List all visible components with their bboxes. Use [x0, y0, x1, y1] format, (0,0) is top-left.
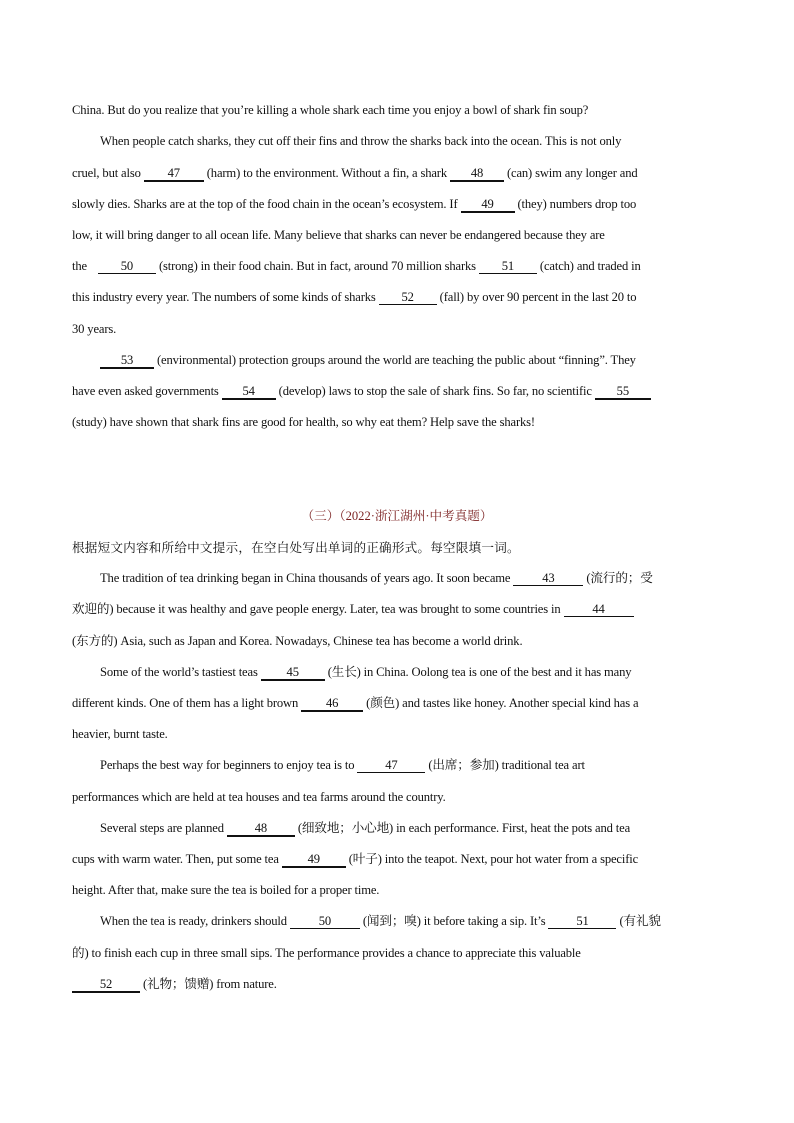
blank-52b[interactable]: 52: [72, 977, 140, 993]
blank-53[interactable]: 53: [100, 353, 154, 369]
blank-48[interactable]: 48: [450, 166, 504, 182]
p3-line-10: cups with warm water. Then, put some tea 49 (叶子) into the teapot. Next, pour hot water from a specific: [72, 852, 639, 866]
p2-line-11: (study) have shown that shark fins are good for health, so why eat them? Help save the sharks!: [72, 415, 535, 429]
p3-line-13: 的) to finish each cup in three small sips. The performance provides a chance to appreciate this valuable: [72, 946, 581, 960]
p2-line-4: slowly dies. Sharks are at the top of the food chain in the ocean’s ecosystem. If 49 (they) numbers drop too: [72, 197, 637, 211]
p2-line-9: 53 (environmental) protection groups around the world are teaching the public about “finning”. They: [100, 352, 722, 369]
p2-line-7: this industry every year. The numbers of some kinds of sharks 52 (fall) by over 90 percent in the last 20 to: [72, 290, 637, 304]
blank-43[interactable]: 43: [513, 571, 583, 586]
p3-line-6: heavier, burnt taste.: [72, 727, 168, 741]
p3-line-5: different kinds. One of them has a light brown 46 (颜色) and tastes like honey. Another special kind has a: [72, 696, 639, 710]
blank-47b[interactable]: 47: [357, 758, 425, 773]
p3-line-11: height. After that, make sure the tea is boiled for a proper time.: [72, 883, 380, 897]
blank-46[interactable]: 46: [301, 696, 363, 712]
blank-52[interactable]: 52: [379, 290, 437, 305]
p2-line-1: China. But do you realize that you’re killing a whole shark each time you enjoy a bowl of shark fin soup?: [72, 103, 589, 117]
blank-45[interactable]: 45: [261, 665, 325, 681]
blank-44[interactable]: 44: [564, 602, 634, 617]
instructions: 根据短文内容和所给中文提示，在空白处写出单词的正确形式。每空限填一词。: [72, 540, 520, 555]
p2-line-10: have even asked governments 54 (develop) laws to stop the sale of shark fins. So far, no scientific 55: [72, 383, 722, 400]
blank-50[interactable]: 50: [98, 259, 156, 274]
p3-line-3: (东方的) Asia, such as Japan and Korea. Nowadays, Chinese tea has become a world drink.: [72, 634, 523, 648]
p2-line-6: the 50 (strong) in their food chain. But in fact, around 70 million sharks 51 (catch) and traded in: [72, 259, 641, 273]
p3-line-14: 52 (礼物；馈赠) from nature.: [72, 976, 722, 993]
p3-line-1: The tradition of tea drinking began in China thousands of years ago. It soon became 43 (流行的；受: [100, 571, 653, 585]
p3-line-12: When the tea is ready, drinkers should 50 (闻到；嗅) it before taking a sip. It’s 51 (有礼貌: [100, 914, 661, 928]
p3-line-9: Several steps are planned 48 (细致地；小心地) in each performance. First, heat the pots and tea: [100, 821, 631, 835]
blank-49[interactable]: 49: [461, 197, 515, 213]
blank-50b[interactable]: 50: [290, 914, 360, 929]
p2-line-2: When people catch sharks, they cut off their fins and throw the sharks back into the ocean. This is not only: [100, 134, 622, 148]
p3-line-2: 欢迎的) because it was healthy and gave people energy. Later, tea was brought to some countries in 44: [72, 601, 722, 617]
blank-49b[interactable]: 49: [282, 852, 346, 868]
blank-47[interactable]: 47: [144, 166, 204, 182]
blank-51b[interactable]: 51: [548, 914, 616, 929]
p3-line-4: Some of the world’s tastiest teas 45 (生长) in China. Oolong tea is one of the best and it has many: [100, 665, 632, 679]
blank-54[interactable]: 54: [222, 384, 276, 400]
blank-55[interactable]: 55: [595, 384, 651, 400]
section-title: （三）（2022·浙江湖州·中考真题）: [301, 509, 493, 523]
p3-line-8: performances which are held at tea houses and tea farms around the country.: [72, 790, 446, 804]
p2-line-5: low, it will bring danger to all ocean life. Many believe that sharks can never be endangered because they are: [72, 228, 605, 242]
p2-line-3: cruel, but also 47 (harm) to the environment. Without a fin, a shark 48 (can) swim any longer and: [72, 166, 638, 180]
p2-line-8: 30 years.: [72, 322, 117, 336]
blank-48b[interactable]: 48: [227, 821, 295, 837]
blank-51[interactable]: 51: [479, 259, 537, 274]
p3-line-7: Perhaps the best way for beginners to enjoy tea is to 47 (出席；参加) traditional tea art: [100, 758, 585, 772]
